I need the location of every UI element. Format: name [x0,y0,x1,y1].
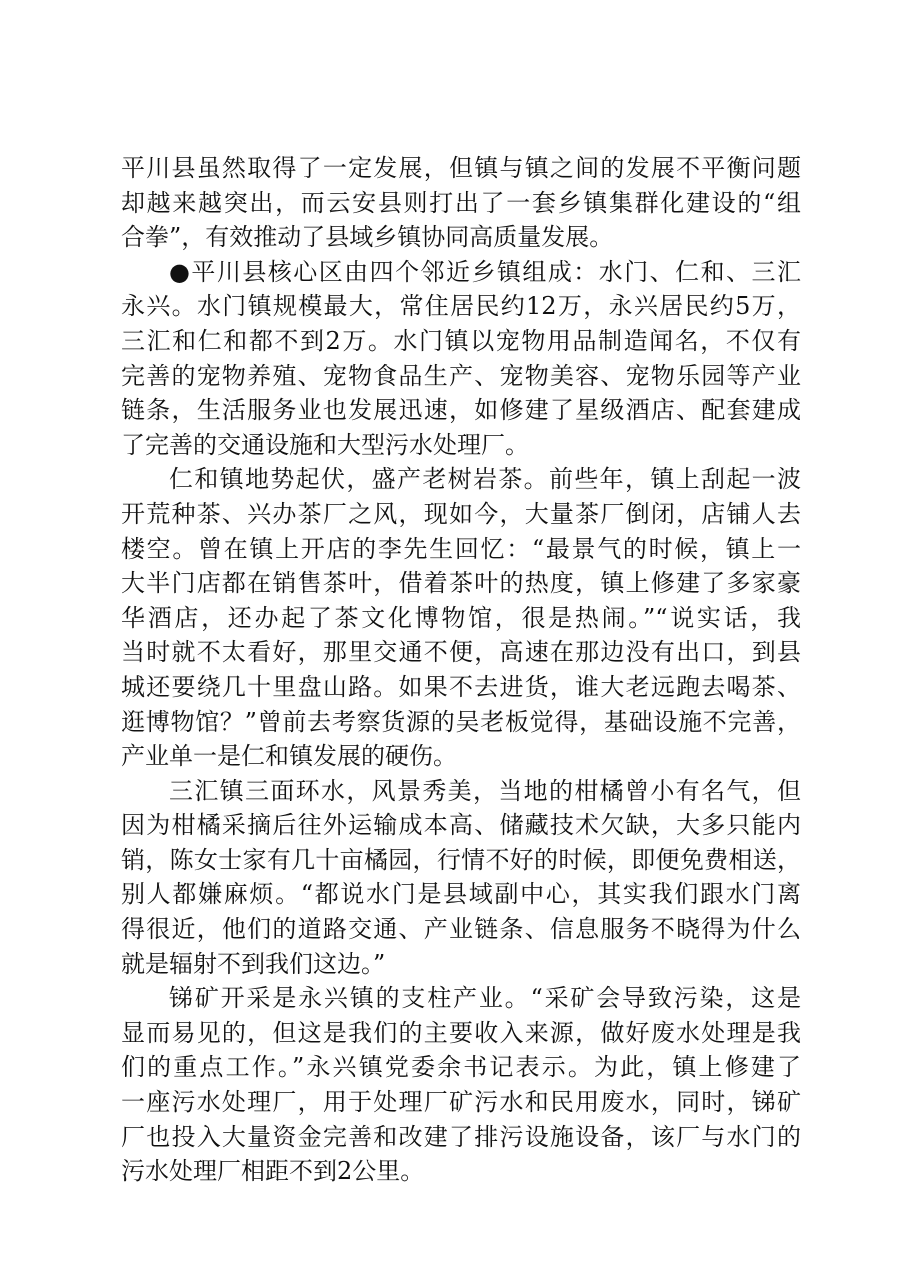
text-line: 显而易见的，但这是我们的主要收入来源，做好废水处理是我 [121,1018,801,1047]
text-line: 们的重点工作。”永兴镇党委余书记表示。为此，镇上修建了 [121,1053,801,1082]
text-line: 了完善的交通设施和大型污水处理厂。 [121,430,529,459]
text-line: 完善的宠物养殖、宠物食品生产、宠物美容、宠物乐园等产业 [121,361,801,390]
text-line: 别人都嫌麻烦。“都说水门是县域副中心，其实我们跟水门离 [121,880,801,909]
text-line: 平川县虽然取得了一定发展，但镇与镇之间的发展不平衡问题 [121,154,801,182]
text-line: 就是辐射不到我们这边。” [121,949,386,978]
text-line: 却越来越突出，而云安县则打出了一套乡镇集群化建设的“组 [121,188,801,217]
text-line: 逛博物馆？”曾前去考察货源的吴老板觉得，基础设施不完善， [121,707,801,736]
text-line: 三汇和仁和都不到2万。水门镇以宠物用品制造闻名，不仅有 [121,326,801,355]
text-line: 锑矿开采是永兴镇的支柱产业。“采矿会导致污染，这是 [169,984,801,1013]
text-line: 当时就不太看好，那里交通不便，高速在那边没有出口，到县 [121,638,801,667]
article-body [121,151,801,1189]
text-line: 得很近，他们的道路交通、产业链条、信息服务不晓得为什么 [121,915,801,944]
text-line: 链条，生活服务业也发展迅速，如修建了星级酒店、配套建成 [121,396,801,425]
text-line: ●平川县核心区由四个邻近乡镇组成：水门、仁和、三汇 [169,257,801,286]
paragraph-1 [121,151,801,255]
text-line: 大半门店都在销售茶叶，借着茶叶的热度，镇上修建了多家豪 [121,569,801,598]
text-line: 污水处理厂相距不到2公里。 [121,1157,425,1186]
text-line: 厂也投入大量资金完善和改建了排污设施设备，该厂与水门的 [121,1122,801,1151]
text-line: 城还要绕几十里盘山路。如果不去进货，谁大老远跑去喝茶、 [121,672,801,701]
text-line: 三汇镇三面环水，风景秀美，当地的柑橘曾小有名气，但 [169,776,801,805]
text-line: 永兴。水门镇规模最大，常住居民约12万，永兴居民约5万， [121,292,801,321]
text-line: 华酒店，还办起了茶文化博物馆，很是热闹。”“说实话，我 [121,603,801,632]
text-line: 开荒种茶、兴办茶厂之风，现如今，大量茶厂倒闭，店铺人去 [121,499,801,528]
text-line: 因为柑橘采摘后往外运输成本高、储藏技术欠缺，大多只能内 [121,811,801,840]
text-line: 一座污水处理厂，用于处理厂矿污水和民用废水，同时，锑矿 [121,1088,801,1117]
text-line: 楼空。曾在镇上开店的李先生回忆：“最景气的时候，镇上一 [121,534,801,563]
text-line: 销，陈女士家有几十亩橘园，行情不好的时候，即便免费相送， [121,845,801,874]
paragraph-4 [121,774,801,982]
text-line: 仁和镇地势起伏，盛产老树岩茶。前些年，镇上刮起一波 [169,465,801,494]
text-line: 合拳”，有效推动了县域乡镇协同高质量发展。 [121,223,614,252]
paragraph-2 [121,255,801,463]
text-line: 产业单一是仁和镇发展的硬伤。 [121,742,457,771]
paragraph-5 [121,981,801,1189]
paragraph-3 [121,462,801,773]
